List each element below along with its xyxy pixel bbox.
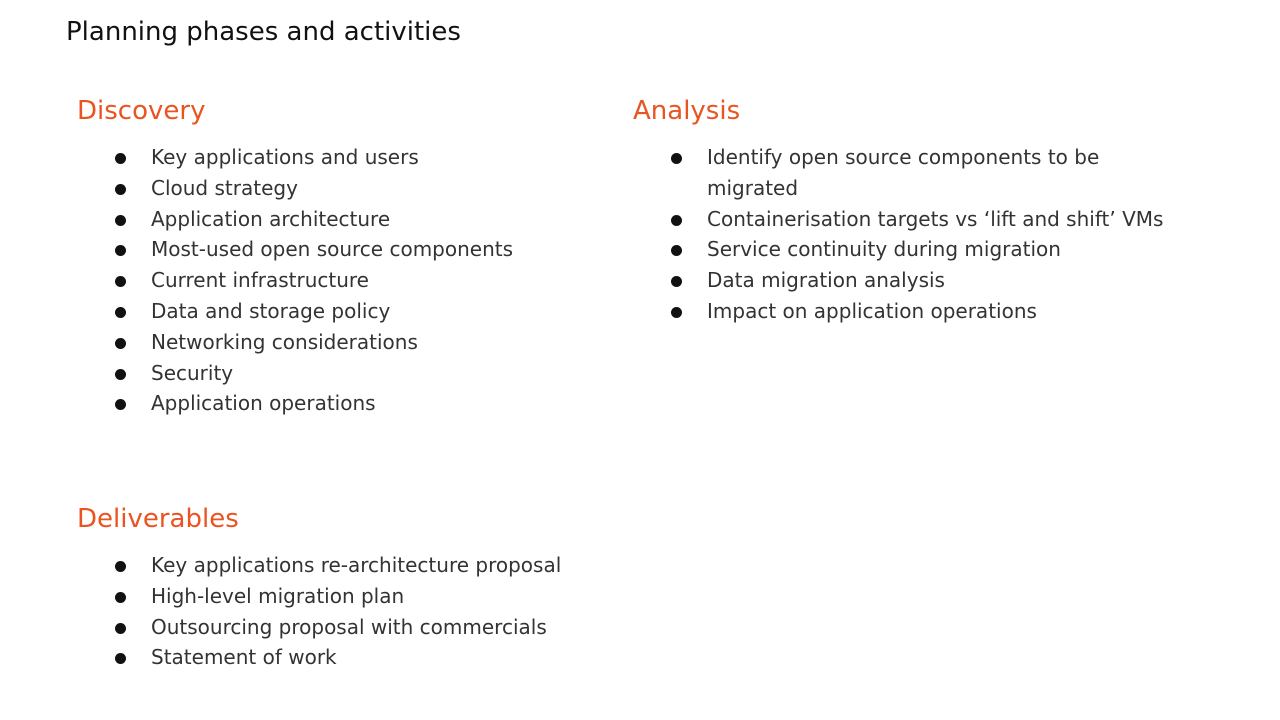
discovery-list	[77, 142, 597, 419]
list-item: Current infrastructure	[77, 265, 597, 296]
list-item: Identify open source components to be migrated	[633, 142, 1193, 204]
list-item: Containerisation targets vs ‘lift and shift’ VMs	[633, 204, 1193, 235]
bullet-icon	[115, 623, 126, 634]
bullet-icon	[115, 307, 126, 318]
bullet-icon	[671, 276, 682, 287]
list-item: Application operations	[77, 388, 597, 419]
bullet-icon	[671, 215, 682, 226]
bullet-icon	[671, 153, 682, 164]
discovery-heading: Discovery	[77, 96, 206, 126]
bullet-icon	[115, 276, 126, 287]
deliverables-section	[77, 501, 637, 673]
list-item: Cloud strategy	[77, 173, 597, 204]
bullet-icon	[671, 307, 682, 318]
list-item: Service continuity during migration	[633, 234, 1193, 265]
list-item: Most-used open source components	[77, 234, 597, 265]
bullet-icon	[115, 399, 126, 410]
list-item: Security	[77, 358, 597, 389]
discovery-section	[77, 93, 597, 419]
list-item: Key applications re-architecture proposal	[77, 550, 637, 581]
analysis-heading: Analysis	[633, 96, 741, 126]
bullet-icon	[115, 369, 126, 380]
list-item: Data migration analysis	[633, 265, 1193, 296]
list-item: Data and storage policy	[77, 296, 597, 327]
analysis-section	[633, 93, 1193, 327]
list-item: High-level migration plan	[77, 581, 637, 612]
page-title: Planning phases and activities	[66, 17, 461, 47]
deliverables-list	[77, 550, 637, 673]
bullet-icon	[115, 653, 126, 664]
analysis-list	[633, 142, 1193, 327]
deliverables-heading: Deliverables	[77, 504, 239, 534]
bullet-icon	[115, 338, 126, 349]
bullet-icon	[115, 561, 126, 572]
bullet-icon	[115, 184, 126, 195]
bullet-icon	[115, 592, 126, 603]
bullet-icon	[115, 245, 126, 256]
bullet-icon	[115, 215, 126, 226]
bullet-icon	[115, 153, 126, 164]
bullet-icon	[671, 245, 682, 256]
list-item: Networking considerations	[77, 327, 597, 358]
list-item: Statement of work	[77, 642, 637, 673]
list-item: Impact on application operations	[633, 296, 1193, 327]
list-item: Application architecture	[77, 204, 597, 235]
list-item: Outsourcing proposal with commercials	[77, 612, 637, 643]
list-item: Key applications and users	[77, 142, 597, 173]
